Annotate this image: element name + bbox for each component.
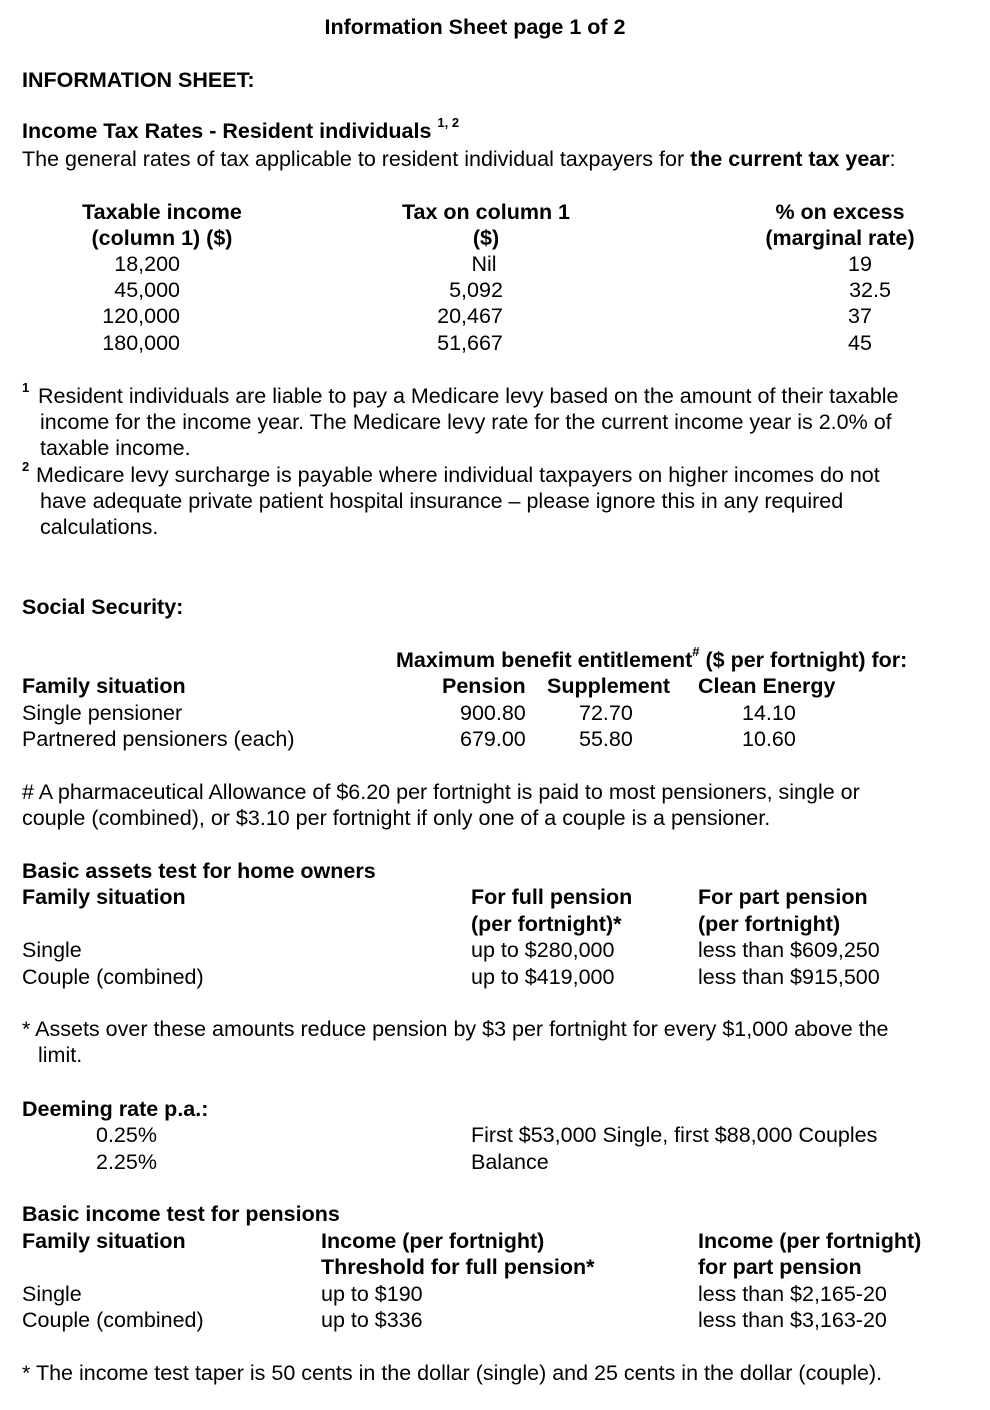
- assets-row-situation: Single: [22, 938, 82, 962]
- footnote-1-line-1: Resident individuals are liable to pay a Medicare levy based on the amount of their taxable: [38, 384, 899, 408]
- intro-end: :: [889, 147, 896, 171]
- tax-row-tax: 20,467: [437, 304, 503, 328]
- deeming-rate: 2.25%: [96, 1150, 157, 1174]
- income-full-header-1: Income (per fortnight): [321, 1229, 545, 1253]
- tax-row-rate: 19: [848, 252, 872, 276]
- pharma-note-line-1: # A pharmaceutical Allowance of $6.20 per fortnight is paid to most pensioners, single or: [22, 780, 860, 804]
- assets-row-full: up to $280,000: [471, 938, 615, 962]
- assets-row-situation: Couple (combined): [22, 965, 204, 989]
- tax-row-income: 120,000: [102, 304, 180, 328]
- page-header: Information Sheet page 1 of 2: [324, 15, 626, 39]
- assets-note-line-1: * Assets over these amounts reduce pension by $3 per fortnight for every $1,000 above the: [22, 1017, 889, 1041]
- income-row-part: less than $2,165-20: [698, 1282, 887, 1306]
- ss-row-supplement: 55.80: [579, 727, 633, 751]
- ss-col-supplement: Supplement: [547, 674, 671, 698]
- ss-row-pension: 900.80: [460, 701, 526, 725]
- income-row-situation: Couple (combined): [22, 1308, 204, 1332]
- assets-full-header-2: (per fortnight)*: [471, 912, 622, 936]
- income-part-header-2: for part pension: [698, 1255, 862, 1279]
- social-security-heading: Social Security:: [22, 595, 184, 619]
- ss-row-clean-energy: 10.60: [742, 727, 796, 751]
- footnote-2-line-3: calculations.: [40, 515, 159, 539]
- income-full-header-2: Threshold for full pension*: [321, 1255, 595, 1279]
- sheet-title: INFORMATION SHEET:: [22, 68, 255, 92]
- intro-bold: the current tax year: [690, 147, 890, 171]
- max-benefit-b: ($ per fortnight) for:: [699, 648, 908, 672]
- assets-note-line-2: limit.: [38, 1043, 83, 1067]
- pharma-note-line-2: couple (combined), or $3.10 per fortnight if only one of a couple is a pensioner.: [22, 806, 771, 830]
- deeming-rate: 0.25%: [96, 1123, 157, 1147]
- assets-row-part: less than $915,500: [698, 965, 880, 989]
- income-row-full: up to $190: [321, 1282, 423, 1306]
- col-tax-header-2: ($): [472, 226, 500, 250]
- col-rate-header-2: (marginal rate): [765, 226, 915, 250]
- income-family-header: Family situation: [22, 1229, 186, 1253]
- footnote-2-line-1: Medicare levy surcharge is payable where individual taxpayers on higher incomes do not: [36, 463, 880, 487]
- footnote-2-mark: 2: [22, 459, 30, 474]
- income-tax-heading: [22, 115, 460, 144]
- ss-col-clean-energy: Clean Energy: [698, 674, 836, 698]
- tax-row-rate: 45: [848, 331, 872, 355]
- footnote-2-line-2: have adequate private patient hospital insurance – please ignore this in any required: [40, 489, 844, 513]
- max-benefit-header: [396, 644, 908, 673]
- ss-row-supplement: 72.70: [579, 701, 633, 725]
- income-tax-heading-footnote-marks: 1, 2: [437, 115, 460, 130]
- deeming-desc: First $53,000 Single, first $88,000 Couples: [471, 1123, 878, 1147]
- tax-row-rate: 37: [848, 304, 872, 328]
- max-benefit-a: Maximum benefit entitlement: [396, 648, 693, 672]
- ss-row-pension: 679.00: [460, 727, 526, 751]
- ss-row-situation: Partnered pensioners (each): [22, 727, 295, 751]
- income-test-heading: Basic income test for pensions: [22, 1202, 340, 1226]
- income-row-situation: Single: [22, 1282, 82, 1306]
- tax-row-income: 180,000: [102, 331, 180, 355]
- footnote-1-line-2: income for the income year. The Medicare levy rate for the current income year is 2.0% of: [40, 410, 892, 434]
- income-part-header-1: Income (per fortnight): [698, 1229, 922, 1253]
- income-row-full: up to $336: [321, 1308, 423, 1332]
- deeming-desc: Balance: [471, 1150, 549, 1174]
- assets-part-header-1: For part pension: [698, 885, 868, 909]
- assets-part-header-2: (per fortnight): [698, 912, 841, 936]
- footnote-2: [22, 459, 30, 488]
- col-rate-header-1: % on excess: [775, 200, 905, 224]
- assets-row-full: up to $419,000: [471, 965, 615, 989]
- tax-row-tax: 5,092: [449, 278, 503, 302]
- ss-family-header: Family situation: [22, 674, 186, 698]
- tax-row-income: 18,200: [114, 252, 180, 276]
- col-tax-header-1: Tax on column 1: [401, 200, 571, 224]
- tax-row-income: 45,000: [114, 278, 180, 302]
- col-taxable-income-header-1: Taxable income: [82, 200, 242, 224]
- ss-row-situation: Single pensioner: [22, 701, 183, 725]
- footnote-1-line-3: taxable income.: [40, 436, 191, 460]
- col-taxable-income-header-2: (column 1) ($): [91, 226, 233, 250]
- income-tax-intro: [22, 146, 896, 172]
- intro-plain: The general rates of tax applicable to resident individual taxpayers for: [22, 147, 691, 171]
- tax-row-tax: Nil: [471, 252, 497, 276]
- assets-full-header-1: For full pension: [471, 885, 633, 909]
- footnote-1-mark: 1: [22, 380, 30, 395]
- income-row-part: less than $3,163-20: [698, 1308, 887, 1332]
- ss-col-pension: Pension: [442, 674, 526, 698]
- income-tax-heading-text: Income Tax Rates - Resident individuals: [22, 119, 432, 143]
- footnote-1: [22, 380, 30, 409]
- tax-row-rate: 32.5: [849, 278, 891, 302]
- assets-row-part: less than $609,250: [698, 938, 880, 962]
- income-test-note: * The income test taper is 50 cents in the dollar (single) and 25 cents in the dollar (couple).: [22, 1361, 883, 1385]
- max-benefit-sup: #: [692, 644, 700, 659]
- assets-test-heading: Basic assets test for home owners: [22, 859, 376, 883]
- tax-row-tax: 51,667: [437, 331, 503, 355]
- assets-family-header: Family situation: [22, 885, 186, 909]
- deeming-heading: Deeming rate p.a.:: [22, 1097, 209, 1121]
- ss-row-clean-energy: 14.10: [742, 701, 796, 725]
